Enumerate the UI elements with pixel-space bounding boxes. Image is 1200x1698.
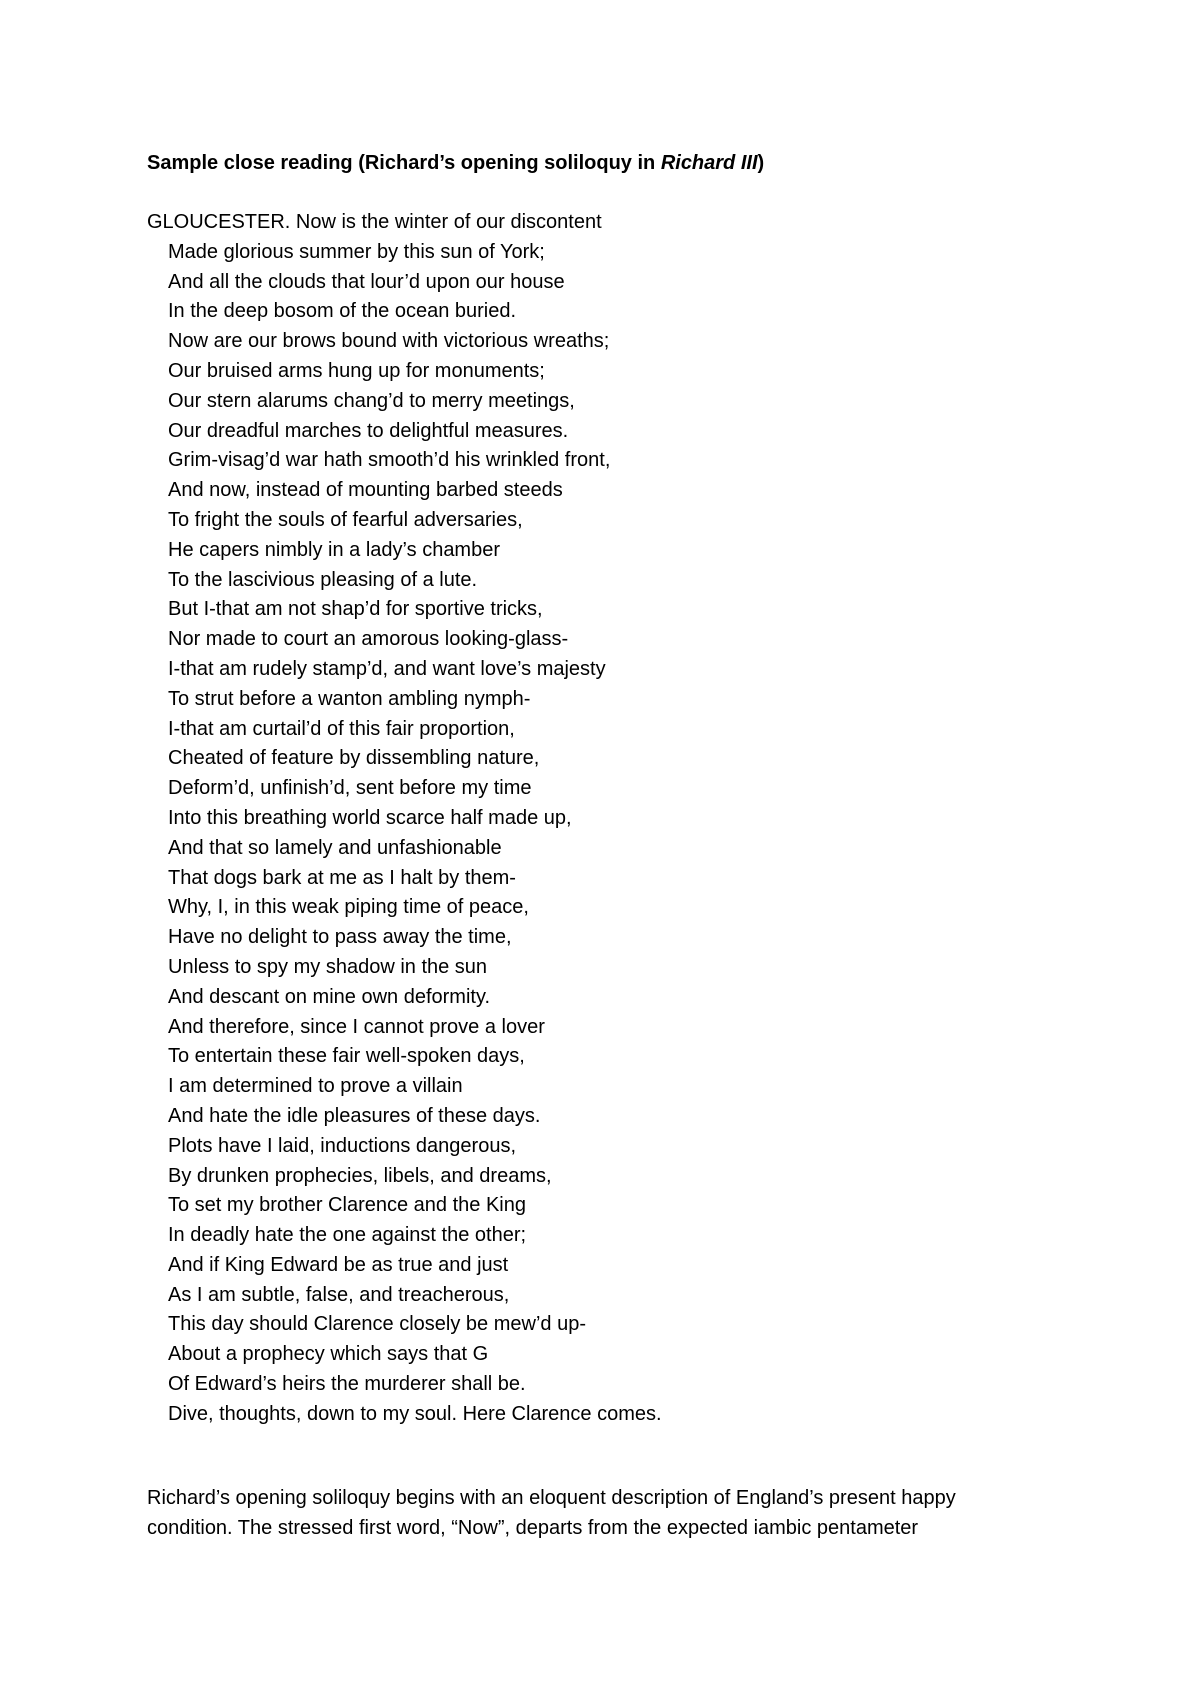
verse-line: About a prophecy which says that G bbox=[168, 1343, 489, 1366]
verse-line: Plots have I laid, inductions dangerous, bbox=[168, 1134, 516, 1157]
verse-line: Now are our brows bound with victorious wreaths; bbox=[168, 330, 610, 353]
commentary-paragraph bbox=[147, 1483, 1077, 1543]
verse-line: To fright the souls of fearful adversaries, bbox=[168, 508, 523, 531]
soliloquy-text bbox=[147, 208, 662, 1430]
verse-line: Cheated of feature by dissembling nature, bbox=[168, 747, 540, 770]
verse-line: I-that am curtail’d of this fair proportion, bbox=[168, 717, 515, 740]
commentary-line: Richard’s opening soliloquy begins with an eloquent description of England’s present happy bbox=[147, 1487, 956, 1509]
verse-line: And now, instead of mounting barbed steeds bbox=[168, 479, 563, 502]
verse-line: Have no delight to pass away the time, bbox=[168, 926, 512, 949]
verse-line: By drunken prophecies, libels, and dreams, bbox=[168, 1164, 552, 1187]
verse-line: And therefore, since I cannot prove a lover bbox=[168, 1015, 545, 1038]
speaker-line: GLOUCESTER. Now is the winter of our discontent bbox=[147, 211, 602, 233]
verse-line: Grim-visag’d war hath smooth’d his wrinkled front, bbox=[168, 449, 611, 472]
verse-line: That dogs bark at me as I halt by them- bbox=[168, 866, 516, 889]
commentary-line: condition. The stressed first word, “Now”, departs from the expected iambic pentameter bbox=[147, 1517, 919, 1539]
verse-line: To set my brother Clarence and the King bbox=[168, 1194, 526, 1217]
verse-line: To the lascivious pleasing of a lute. bbox=[168, 568, 478, 591]
title-play-name: Richard III bbox=[660, 152, 758, 174]
verse-line: Nor made to court an amorous looking-glass- bbox=[168, 628, 569, 651]
verse-line: He capers nimbly in a lady’s chamber bbox=[168, 538, 501, 561]
verse-line: I am determined to prove a villain bbox=[168, 1075, 463, 1098]
verse-line: Unless to spy my shadow in the sun bbox=[168, 955, 488, 978]
verse-line: And that so lamely and unfashionable bbox=[168, 836, 502, 859]
verse-line: In the deep bosom of the ocean buried. bbox=[168, 300, 517, 323]
verse-line: Deform’d, unfinish’d, sent before my time bbox=[168, 777, 532, 800]
verse-line: Made glorious summer by this sun of York; bbox=[168, 240, 545, 263]
title-suffix: ) bbox=[757, 152, 765, 174]
verse-line: Our dreadful marches to delightful measures. bbox=[168, 419, 569, 442]
verse-line: To entertain these fair well-spoken days, bbox=[168, 1045, 525, 1068]
verse-line: But I-that am not shap’d for sportive tricks, bbox=[168, 598, 543, 621]
verse-line: And descant on mine own deformity. bbox=[168, 985, 491, 1008]
document-title bbox=[147, 148, 764, 178]
verse-line: Our bruised arms hung up for monuments; bbox=[168, 359, 545, 382]
title-prefix: Sample close reading (Richard’s opening soliloquy in bbox=[147, 152, 661, 174]
verse-line: As I am subtle, false, and treacherous, bbox=[168, 1283, 510, 1306]
verse-line: To strut before a wanton ambling nymph- bbox=[168, 687, 531, 710]
verse-line: Of Edward’s heirs the murderer shall be. bbox=[168, 1373, 526, 1396]
verse-line: And hate the idle pleasures of these days. bbox=[168, 1104, 541, 1127]
verse-line: And all the clouds that lour’d upon our house bbox=[168, 270, 565, 293]
verse-line: This day should Clarence closely be mew’d up- bbox=[168, 1313, 586, 1336]
verse-line: And if King Edward be as true and just bbox=[168, 1253, 509, 1276]
verse-line: Into this breathing world scarce half made up, bbox=[168, 806, 572, 829]
verse-line: In deadly hate the one against the other; bbox=[168, 1224, 527, 1247]
verse-line: Dive, thoughts, down to my soul. Here Clarence comes. bbox=[168, 1402, 662, 1425]
verse-line: Our stern alarums chang’d to merry meetings, bbox=[168, 389, 575, 412]
verse-line: Why, I, in this weak piping time of peace, bbox=[168, 896, 529, 919]
verse-line: I-that am rudely stamp’d, and want love’s majesty bbox=[168, 657, 606, 680]
